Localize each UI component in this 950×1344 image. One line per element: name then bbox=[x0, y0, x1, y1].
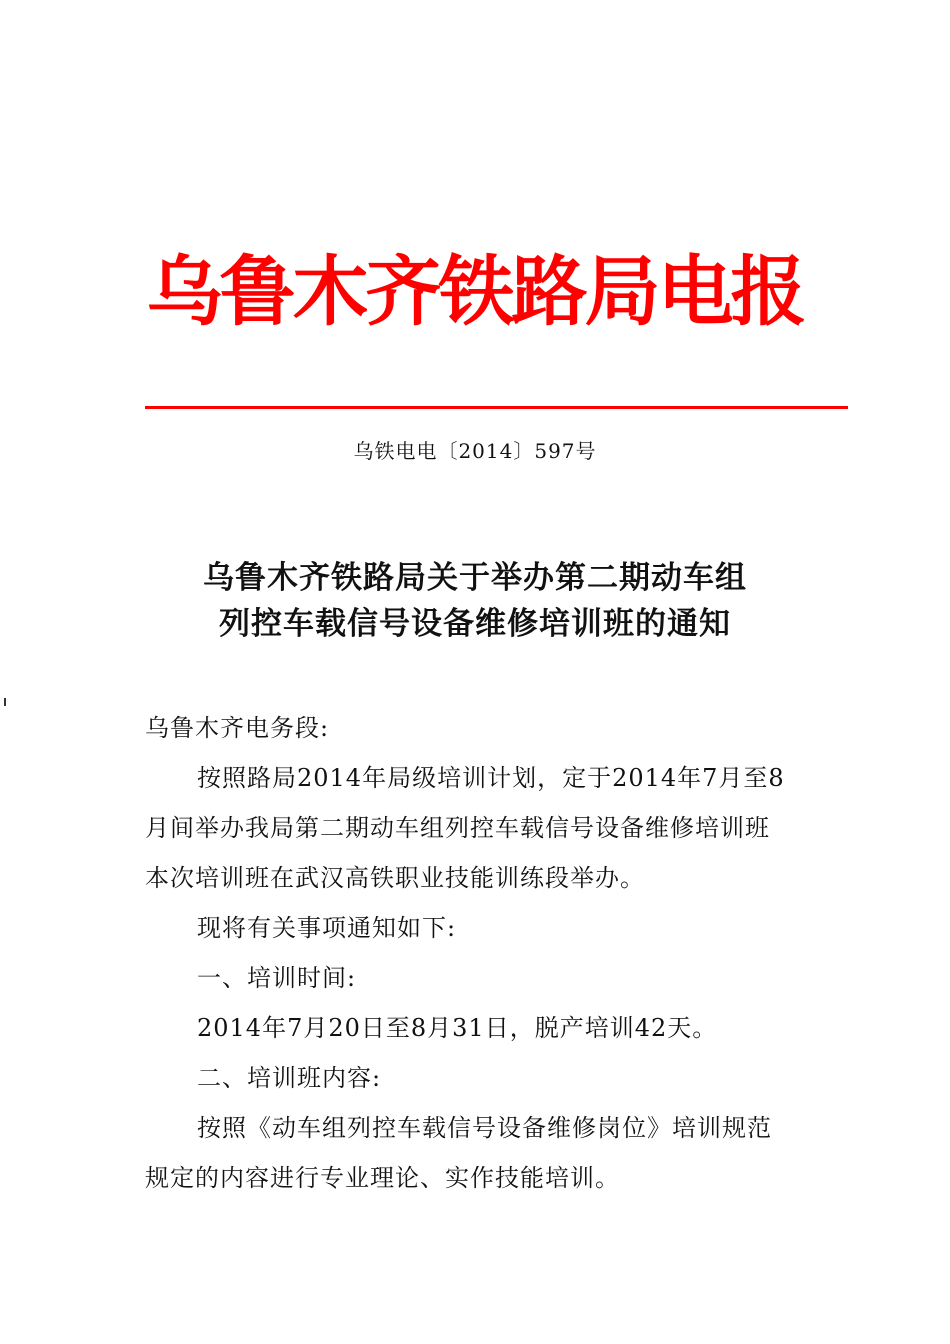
notice-title-line-1: 乌鲁木齐铁路局关于举办第二期动车组 bbox=[203, 560, 747, 596]
masthead-title: 乌鲁木齐铁路局电报 bbox=[146, 247, 804, 336]
paragraph-content-continued: 规定的内容进行专业理论、实作技能培训。 bbox=[145, 1164, 620, 1192]
section-heading-content: 二、培训班内容: bbox=[197, 1064, 382, 1092]
notice-title-line-2: 列控车载信号设备维修培训班的通知 bbox=[219, 606, 731, 642]
paragraph-intro: 现将有关事项通知如下: bbox=[197, 914, 457, 942]
paragraph-plan: 按照路局2014年局级培训计划，定于2014年7月至8 bbox=[197, 764, 785, 792]
notice-title bbox=[100, 555, 850, 647]
paragraph-location: 本次培训班在武汉高铁职业技能训练段举办。 bbox=[145, 864, 645, 892]
paragraph-content: 按照《动车组列控车载信号设备维修岗位》培训规范 bbox=[197, 1114, 772, 1142]
recipient-line: 乌鲁木齐电务段: bbox=[145, 714, 330, 742]
paragraph-time: 2014年7月20日至8月31日，脱产培训42天。 bbox=[197, 1014, 718, 1042]
document-body bbox=[145, 705, 810, 1205]
section-heading-time: 一、培训时间: bbox=[197, 964, 357, 992]
document-number: 乌铁电电〔2014〕597号 bbox=[353, 439, 597, 463]
margin-mark bbox=[4, 698, 6, 706]
red-divider-line bbox=[145, 406, 848, 409]
paragraph-plan-continued: 月间举办我局第二期动车组列控车载信号设备维修培训班 bbox=[145, 814, 770, 842]
